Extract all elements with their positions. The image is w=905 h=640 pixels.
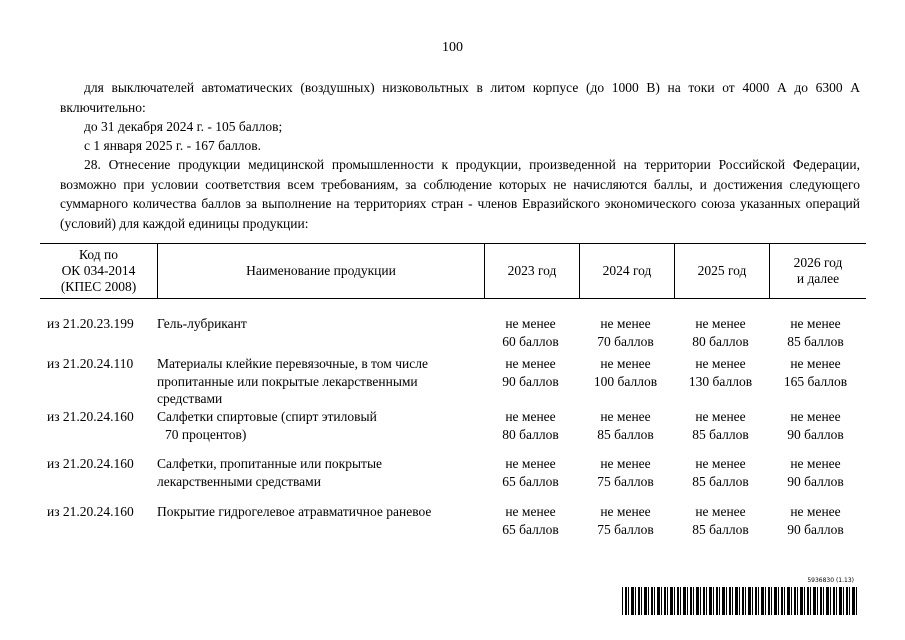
- value-2025: не менее 85 баллов: [692, 504, 749, 537]
- header-name-label: Наименование продукции: [246, 263, 396, 278]
- row-name-line-1: Салфетки спиртовые (спирт этиловый: [157, 409, 377, 424]
- intro-line-3: с 1 января 2025 г. - 167 баллов.: [84, 138, 262, 153]
- row-name-line-1: Салфетки, пропитанные или покрытые: [157, 456, 383, 471]
- value-2024: не менее 70 баллов: [597, 316, 654, 349]
- value-2026: не менее 90 баллов: [787, 409, 844, 442]
- value-2023: не менее 60 баллов: [502, 316, 559, 349]
- header-code: [40, 244, 157, 298]
- value-2026: не менее 85 баллов: [787, 316, 844, 349]
- value-2026: не менее 90 баллов: [787, 504, 844, 537]
- barcode-label: 5936830 (1.13): [807, 577, 854, 584]
- header-2024: [579, 244, 674, 298]
- header-code-line-3: (КПЕС 2008): [60, 279, 137, 294]
- header-name: [157, 244, 484, 298]
- table-header: [40, 243, 866, 299]
- intro-paragraph-1: для выключателей автоматических (воздушных) низковольтных в литом корпусе (до 1000 В) на токи от 4000 А до 6300 А включительно:: [60, 80, 860, 115]
- header-2023: [484, 244, 579, 298]
- header-2023-label: 2023 год: [507, 263, 557, 278]
- header-2025-label: 2025 год: [697, 263, 747, 278]
- header-2024-label: 2024 год: [602, 263, 652, 278]
- header-2025: [674, 244, 769, 298]
- page-number: 100: [442, 40, 463, 55]
- row-name: [157, 455, 477, 490]
- row-code: из 21.20.23.199: [47, 316, 134, 331]
- barcode: [622, 577, 858, 617]
- value-2023: не менее 65 баллов: [502, 456, 559, 489]
- row-name: [157, 408, 477, 443]
- value-2024: не менее 100 баллов: [593, 356, 658, 389]
- value-2024: не менее 85 баллов: [597, 409, 654, 442]
- value-2025: не менее 80 баллов: [692, 316, 749, 349]
- value-2026: не менее 90 баллов: [787, 456, 844, 489]
- header-2026-line-1: 2026 год: [793, 255, 843, 270]
- barcode-bars: [622, 587, 858, 615]
- value-2023: не менее 90 баллов: [502, 356, 559, 389]
- header-2026-line-2: и далее: [796, 271, 840, 286]
- row-name-line-2: лекарственными средствами: [157, 473, 321, 489]
- value-2025: не менее 85 баллов: [692, 409, 749, 442]
- header-code-line-1: Код по: [79, 247, 118, 262]
- row-code: из 21.20.24.160: [47, 409, 134, 424]
- row-name: Покрытие гидрогелевое атравматичное раневое: [157, 504, 432, 519]
- intro-line-2: до 31 декабря 2024 г. - 105 баллов;: [84, 119, 283, 134]
- header-2026: [769, 244, 866, 298]
- value-2023: не менее 80 баллов: [502, 409, 559, 442]
- value-2024: не менее 75 баллов: [597, 456, 654, 489]
- row-code: из 21.20.24.110: [47, 356, 134, 371]
- row-name: Гель-лубрикант: [157, 316, 247, 331]
- value-2025: не менее 130 баллов: [688, 356, 753, 389]
- row-name: Материалы клейкие перевязочные, в том числе пропитанные или покрытые лекарственными средствами: [157, 356, 428, 406]
- value-2025: не менее 85 баллов: [692, 456, 749, 489]
- value-2023: не менее 65 баллов: [502, 504, 559, 537]
- row-name-line-2: 70 процентов): [165, 426, 247, 442]
- row-code: из 21.20.24.160: [47, 504, 134, 519]
- value-2026: не менее 165 баллов: [783, 356, 848, 389]
- header-code-line-2: ОК 034-2014: [61, 263, 136, 278]
- paragraph-28: 28. Отнесение продукции медицинской промышленности к продукции, произведенной на территории Российской Федерации, возможно при условии соответствия всем требованиям, за соблюдение которых не начисляются баллы, и достижения следующего суммарного количества баллов за выполнение на территориях стран - членов Евразийского экономического союза указанных операций (условий) для каждой единицы продукции:: [60, 157, 860, 231]
- row-code: из 21.20.24.160: [47, 456, 134, 471]
- value-2024: не менее 75 баллов: [597, 504, 654, 537]
